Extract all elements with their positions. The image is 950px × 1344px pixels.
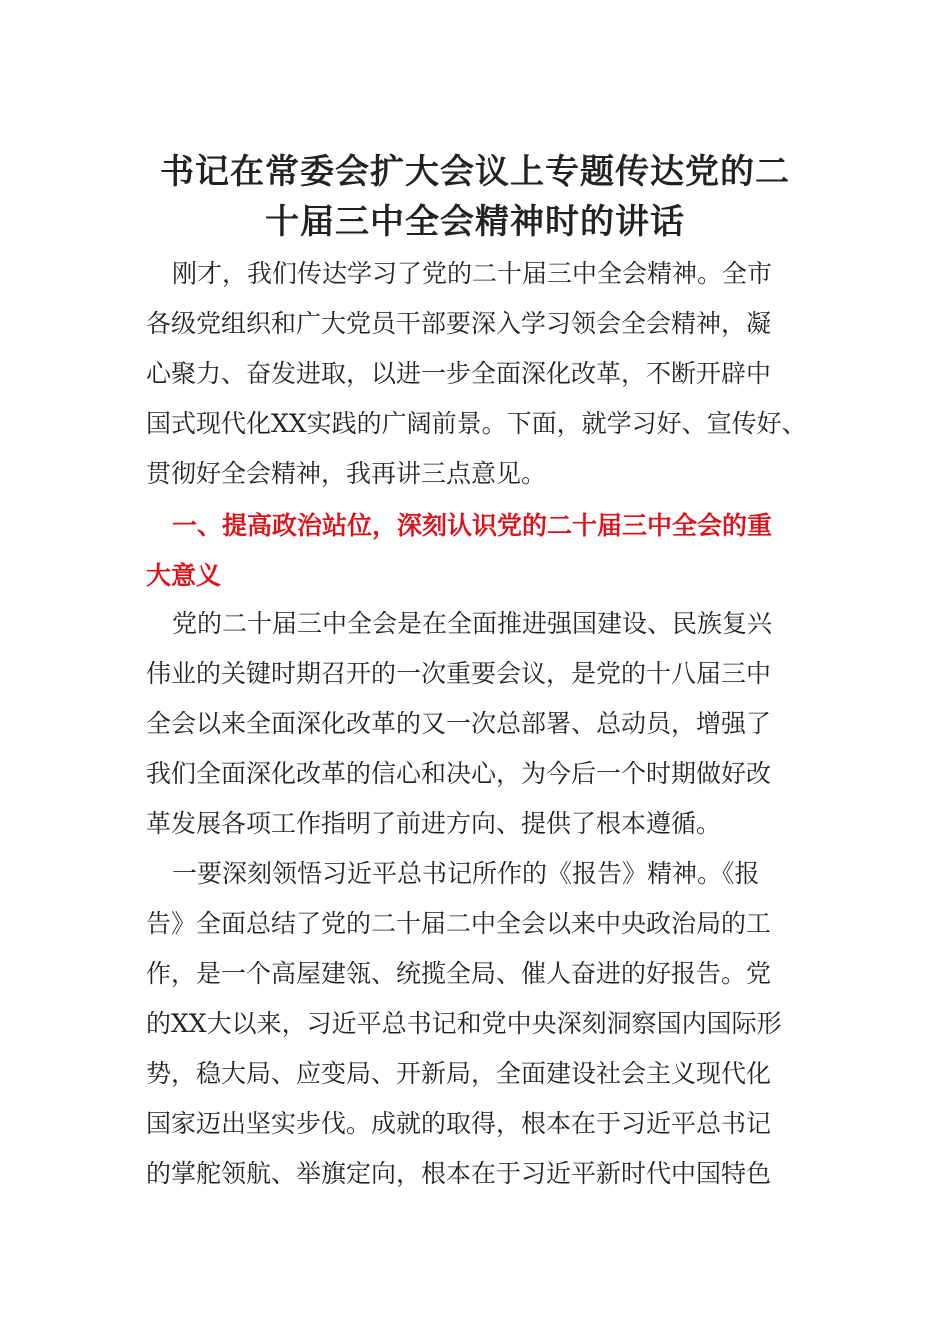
paragraph-3-line-5: 势，稳大局、应变局、开新局，全面建设社会主义现代化 — [146, 1059, 772, 1088]
paragraph-3-line-2: 告》全面总结了党的二十届二中全会以来中央政治局的工 — [146, 909, 772, 938]
document-title-line-1: 书记在常委会扩大会议上专题传达党的二 — [160, 152, 790, 192]
paragraph-2-line-2: 伟业的关键时期召开的一次重要会议，是党的十八届三中 — [146, 659, 772, 688]
paragraph-2-line-5: 革发展各项工作指明了前进方向、提供了根本遵循。 — [146, 809, 722, 838]
section-heading-1-line-1: 一、提高政治站位，深刻认识党的二十届三中全会的重 — [172, 511, 773, 540]
paragraph-3-line-4: 的XX大以来，习近平总书记和党中央深刻洞察国内国际形 — [146, 1009, 782, 1038]
paragraph-2-line-3: 全会以来全面深化改革的又一次总部署、总动员，增强了 — [146, 709, 772, 738]
paragraph-1-line-1: 刚才，我们传达学习了党的二十届三中全会精神。全市 — [172, 259, 773, 288]
paragraph-1-line-4: 国式现代化XX实践的广阔前景。下面，就学习好、宣传好、 — [146, 409, 807, 438]
paragraph-1-line-5: 贯彻好全会精神，我再讲三点意见。 — [146, 459, 547, 488]
document-title-line-2: 十届三中全会精神时的讲话 — [265, 202, 685, 242]
paragraph-2-line-4: 我们全面深化改革的信心和决心，为今后一个时期做好改 — [146, 759, 772, 788]
paragraph-3-line-3: 作，是一个高屋建瓴、统揽全局、催人奋进的好报告。党 — [146, 959, 772, 988]
paragraph-1-line-2: 各级党组织和广大党员干部要深入学习领会全会精神，凝 — [146, 309, 772, 338]
paragraph-3-line-7: 的掌舵领航、举旗定向，根本在于习近平新时代中国特色 — [146, 1159, 772, 1188]
paragraph-2-line-1: 党的二十届三中全会是在全面推进强国建设、民族复兴 — [172, 609, 773, 638]
paragraph-3-line-1: 一要深刻领悟习近平总书记所作的《报告》精神。《报 — [172, 859, 760, 888]
paragraph-1-line-3: 心聚力、奋发进取，以进一步全面深化改革，不断开辟中 — [146, 359, 772, 388]
paragraph-3-line-6: 国家迈出坚实步伐。成就的取得，根本在于习近平总书记 — [146, 1109, 772, 1138]
section-heading-1-line-2: 大意义 — [146, 561, 222, 590]
